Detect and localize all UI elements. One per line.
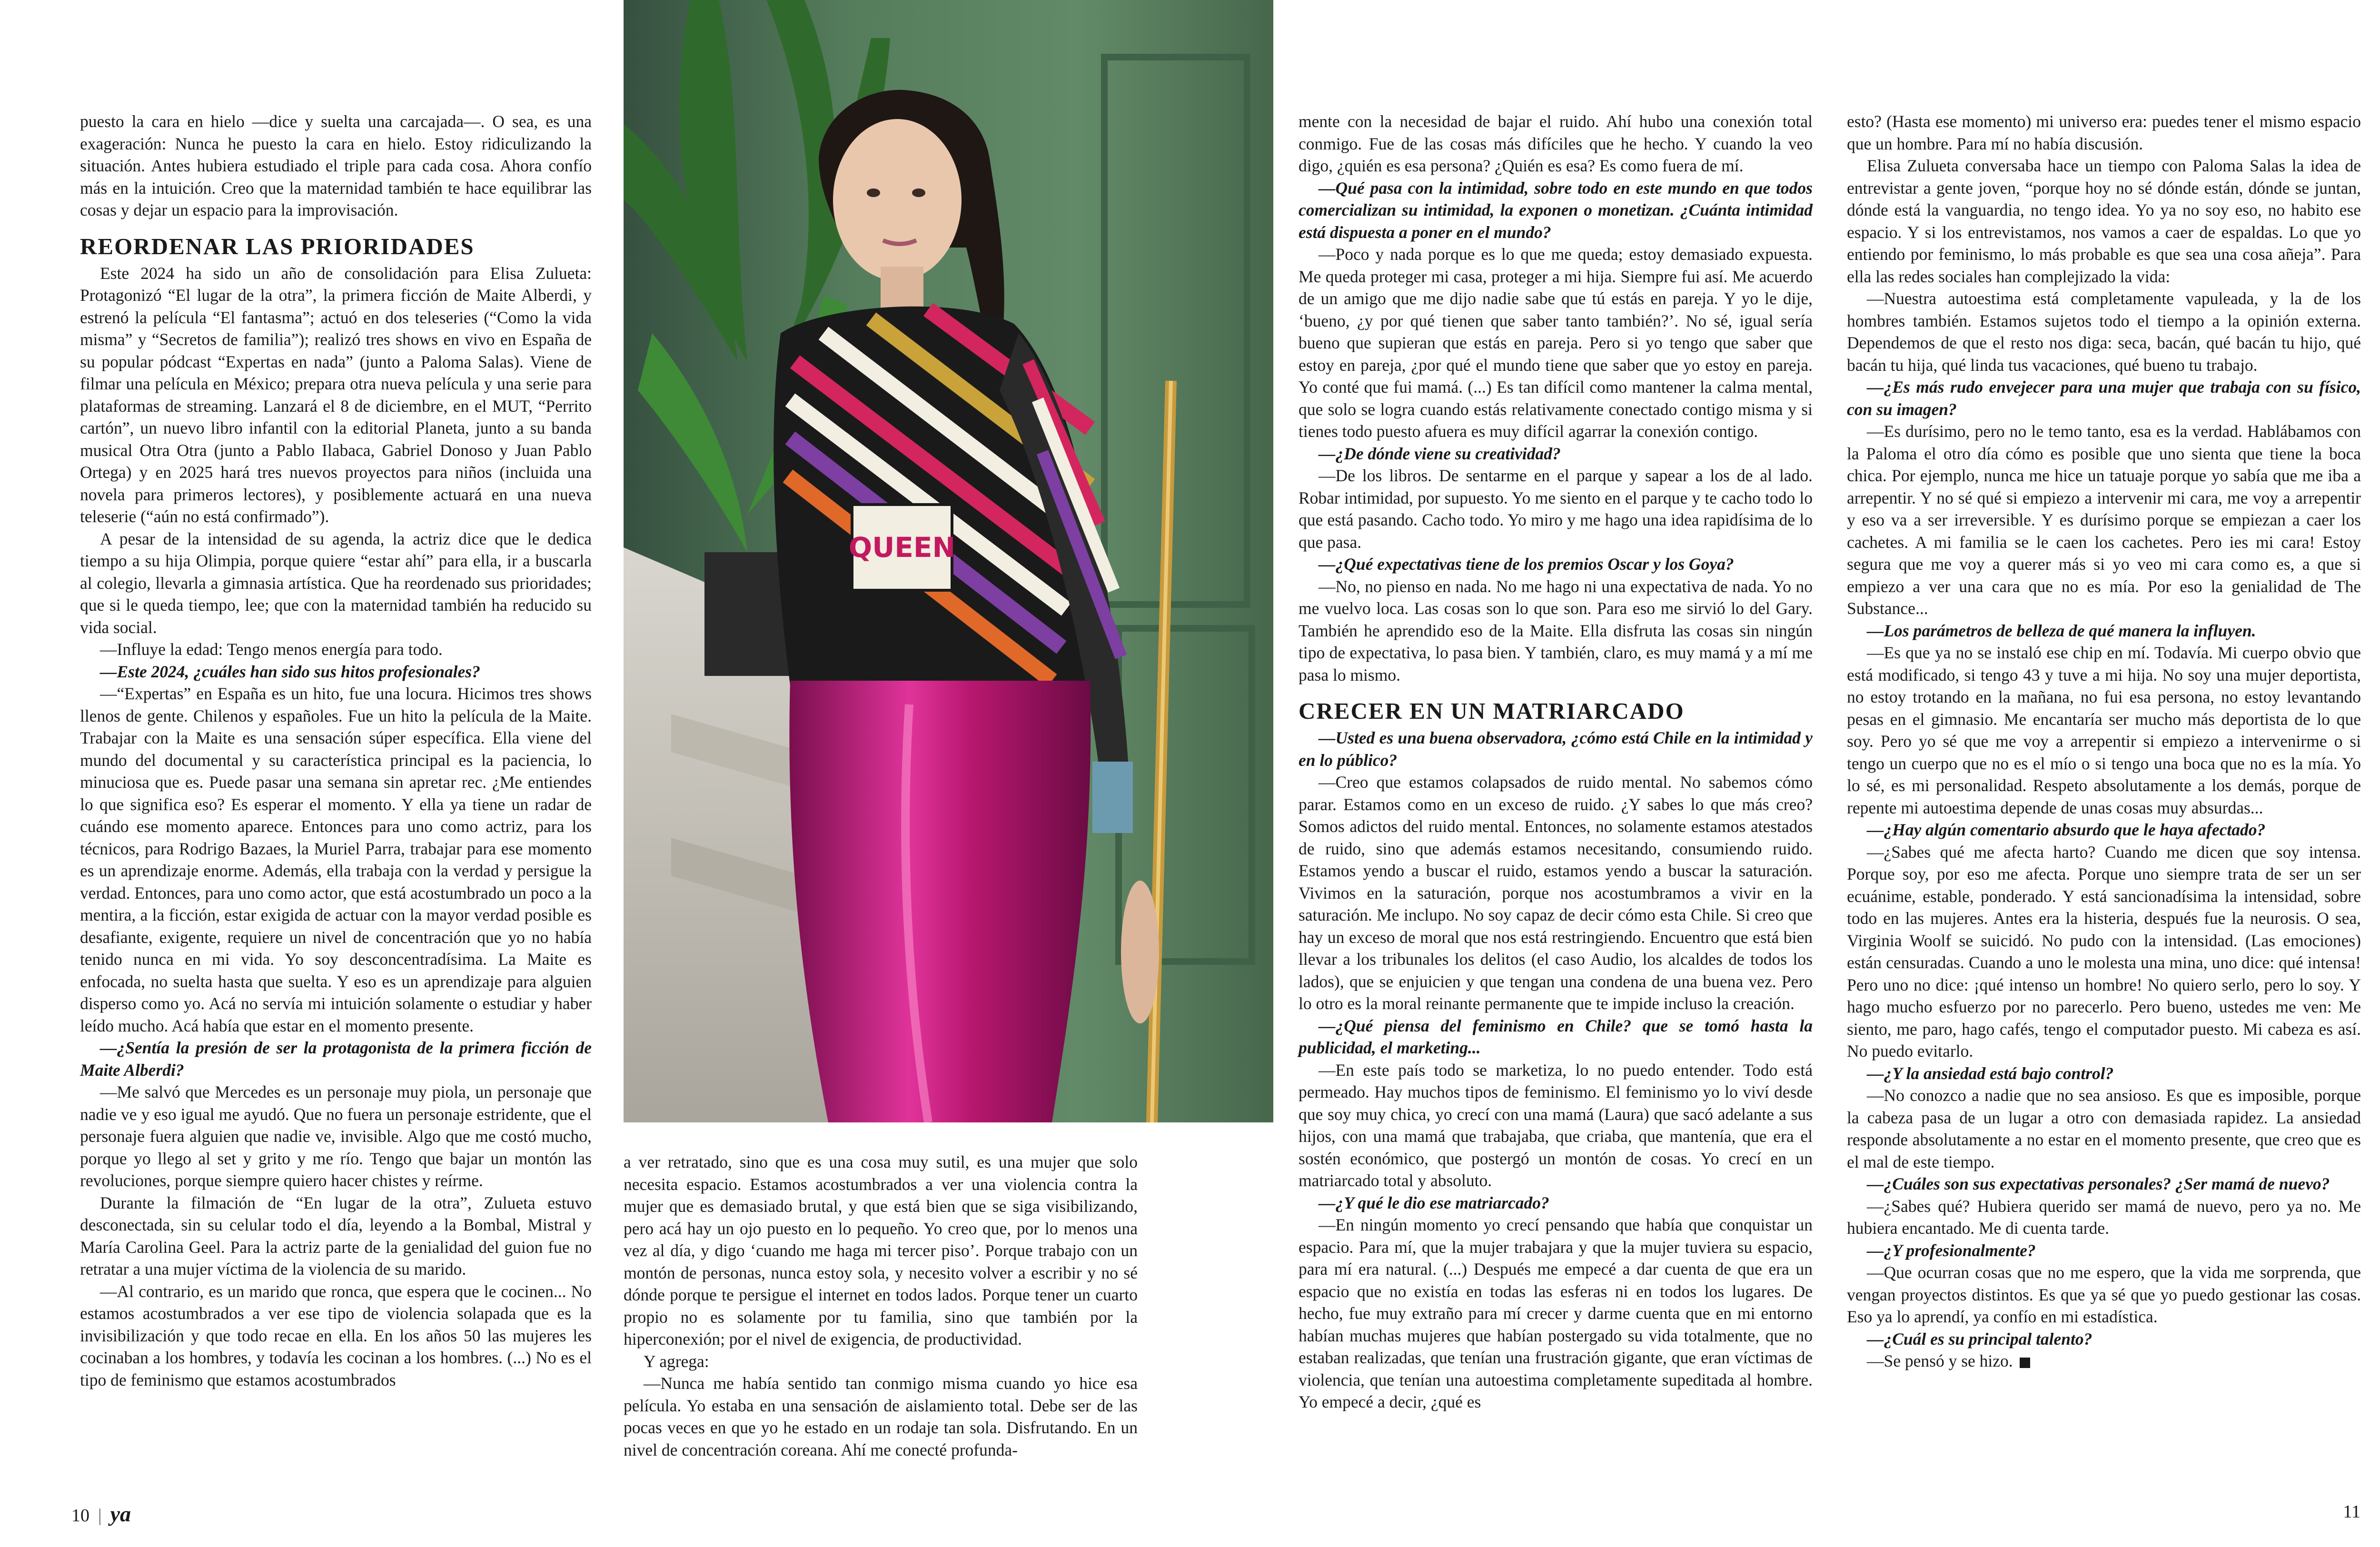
interview-question: —¿Cuál es su principal talento?: [1867, 1329, 2092, 1349]
paragraph: —Poco y nada porque es lo que me queda; estoy demasiado expuesta. Me queda proteger mi casa, proteger a mi hija. Siempre fui así. Me acuerdo de un amigo que me dijo nadie sabe que tú estás en pareja. Y yo le dije, ‘bueno, ¿y por qué tienen que saber tanto también?’. No sé, igual sería bueno que supieran que estás en pareja. Pero si yo tengo que saber que estoy en pareja, ¿por qué el mundo tiene que saber que yo estoy en pareja. Yo conté que fui mamá. (...) Es tan difícil como mantener la calma mental, que solo se logra cuando estás relativamente conectado contigo misma y si tienes todo puesto afuera es muy difícil agarrar la conexión contigo.: [1299, 245, 1813, 441]
section-heading: REORDENAR LAS PRIORIDADES: [80, 233, 475, 259]
paragraph: —Que ocurran cosas que no me espero, que la vida me sorprenda, que vengan proyectos distintos. Es que ya sé que yo puedo gestionar las cosas. Eso ya lo aprendí, ya confío en mi estadística.: [1847, 1263, 2361, 1326]
portrait-illustration: [624, 0, 1273, 1122]
paragraph: esto? (Hasta ese momento) mi universo era: puedes tener el mismo espacio que un hombre. Para mí no había discusión.: [1847, 112, 2361, 153]
magazine-logo: ya: [110, 1502, 131, 1526]
paragraph: —“Expertas” en España es un hito, fue una locura. Hicimos tres shows llenos de gente. Chilenos y españoles. Fue un hito la película de la Maite. Trabajar con la Maite es una sensación súper específica. Ella viene del mundo del documental y su característica principal es la paciencia, lo minuciosa que es. Puede pasar una semana sin apretar rec. ¿Me entiendes lo que significa eso? Es esperar el momento. Y ella ya tiene un radar de cuándo ese momento aparece. Entonces para uno como actriz, para los técnicos, para Rodrigo Bazaes, la Muriel Parra, trabajar para ese momento es un aprendizaje enorme. Además, ella trabaja con la verdad y persigue la verdad. Entonces, para uno como actor, que está acostumbrado un poco a la mentira, a la ficción, estar exigida de actuar con la mayor verdad posible es desafiante, exigente, requiere un nivel de concentración que yo no había tenido nunca en mi vida. Yo soy desconcentradísima. La Maite es enfocada, no suelta hasta que suelta. Y eso es un aprendizaje para alguien disperso como yo. Acá no servía mi intuición solamente o estudiar y haber leído mucho. Acá había que estar en el momento presente.: [80, 684, 592, 1035]
paragraph: —Creo que estamos colapsados de ruido mental. No sabemos cómo parar. Estamos como en un exceso de ruido. ¿Y sabes lo que más creo? Somos adictos del ruido mental. Entonces, no solamente estamos atestados de ruido, sino que además estamos necesitando, consumiendo ruido. Estamos yendo a buscar el ruido, estamos yendo a buscar la saturación. Vivimos en la saturación, porque nos acostumbramos a vivir en la saturación. Me inclupo. No soy capaz de decir cómo esta Chile. Si creo que hay un exceso de moral que nos está restringiendo. Encuentro que está bien llevar a los tribunales los delitos (el caso Audio, los alcaldes de todos los lados), que se enjuicien y que tengan una condena de una buena vez. Pero lo otro es la moral reinante permanente que te impide incluso la creación.: [1299, 773, 1813, 1013]
final-paragraph: [1847, 1350, 2361, 1372]
page-number: 11: [2343, 1502, 2360, 1522]
interview-question: —¿Y qué le dio ese matriarcado?: [1319, 1193, 1549, 1212]
final-answer: —Se pensó y se hizo.: [1867, 1351, 2013, 1370]
paragraph: —Es que ya no se instaló ese chip en mí. Todavía. Mi cuerpo obvio que está modificado, si tengo 43 y tuve a mi hija. No soy una mujer deportista, no estoy trotando en la mañana, no fui esa persona, no estoy levantando pesas en el gimnasio. Me encantaría ser mucho más deportista de lo que soy. Pero yo sé que me voy a arrepentir si empiezo a intervenirme o si tengo un cuerpo que no es el mío o si tengo una boca que no es la mía. Yo lo sé, es mi personalidad. Respeto absolutamente a los demás, porque de repente mi autoestima depende de unas cosas muy absurdas...: [1847, 643, 2361, 817]
paragraph: Este 2024 ha sido un año de consolidación para Elisa Zulueta: Protagonizó “El lugar de la otra”, la primera ficción de Maite Alberdi, y estrenó la película “El fantasma”; actuó en dos teleseries (“Como la vida misma” y “Secretos de familia”); realizó tres shows en vivo en España de su popular pódcast “Expertas en nada” (junto a Paloma Salas). Viene de filmar una película en México; prepara otra nueva película y una serie para plataformas de streaming. Lanzará el 8 de diciembre, en el MUT, “Perrito cartón”, un nuevo libro infantil con la editorial Planeta, junto a su banda musical Otra Otra (junto a Pablo Ilabaca, Gabriel Donoso y Juan Pablo Ortega) y en 2025 hará tres nuevos proyectos para niños (incluida una novela para primeros lectores), y posiblemente actuará en una nueva teleserie (“aún no está confirmado”).: [80, 263, 592, 526]
interview-question: —Este 2024, ¿cuáles han sido sus hitos profesionales?: [100, 662, 480, 681]
interview-question: —Usted es una buena observadora, ¿cómo está Chile en la intimidad y en lo público?: [1299, 728, 1813, 770]
paragraph: puesto la cara en hielo —dice y suelta una carcajada—. O sea, es una exageración: Nunca he puesto la cara en hielo. Estoy ridiculizando la situación. Antes hubiera estudiado el triple para cada cosa. Ahora confío más en la intuición. Creo que la maternidad también te hace equilibrar las cosas y dejar un espacio para la improvisación.: [80, 112, 592, 219]
page-folio-right: [2343, 1501, 2360, 1522]
paragraph: —Es durísimo, pero no le temo tanto, esa es la verdad. Hablábamos con la Paloma el otro día cómo es posible que uno sienta que tiene la boca chica. Por ejemplo, nunca me hice un tatuaje porque yo sabía que me iba a arrepentir. Y no sé qué si empiezo a intervenir mi cara, me voy a arrepentir y eso va a ser irreversible. Y es durísimo porque se empiezan a caer los cachetes. A mi familia se le caen los cachetes. Pero ies mi cara! Estoy segura que me voy a querer más si yo veo mi cara como es, a que si empiezo a ver una cara que no es mía. Por eso la genialidad de The Substance...: [1847, 422, 2361, 618]
paragraph: —Influye la edad: Tengo menos energía para todo.: [100, 640, 443, 659]
interview-question: —¿Y la ansiedad está bajo control?: [1867, 1063, 2114, 1083]
interview-question: —¿Y profesionalmente?: [1867, 1240, 2036, 1260]
article-column-4: [1847, 110, 2361, 1372]
paragraph: Elisa Zulueta conversaba hace un tiempo con Paloma Salas la idea de entrevistar a gente joven, “porque hoy no sé dónde están, dónde se juntan, dónde está la vanguardia, no tengo idea. Yo ya no soy eso, no habito ese espacio. Y si los entrevistamos, nos vamos a caer de espaldas. Lo que yo entiendo por feminismo, lo más probable es que sea una cosa añeja”. Para ella las redes sociales han complejizado la vida:: [1847, 156, 2361, 286]
paragraph: mente con la necesidad de bajar el ruido. Ahí hubo una conexión total conmigo. Fue de las cosas más difíciles que he hecho. Y cuando la veo digo, ¿quién es esa persona? ¿Quién es esa? Es como fuera de mí.: [1299, 112, 1813, 175]
interview-question: —Los parámetros de belleza de qué manera la influyen.: [1867, 621, 2256, 640]
interview-question: —¿Qué piensa del feminismo en Chile? que se tomó hasta la publicidad, el marketing...: [1299, 1016, 1813, 1057]
paragraph: —No conozco a nadie que no sea ansioso. Es que es imposible, porque la cabeza pasa de un lugar a otro con demasiada rapidez. La ansiedad responde absolutamente a no estar en el momento presente, que creo que es el mal de este tiempo.: [1847, 1086, 2361, 1171]
article-column-2: [624, 1151, 1138, 1461]
paragraph: a ver retratado, sino que es una cosa muy sutil, es una mujer que solo necesita espacio. Estamos acostumbrados a ver una violencia contra la mujer que es demasiado brutal, y que está bien que se siga visibilizando, pero acá hay un ojo puesto en lo pequeño. Yo creo que, por lo menos una vez al día, y digo ‘cuando me haga mi tercer piso’. Porque trabajo con un montón de personas, nunca estoy sola, y necesito volver a escribir y no sé dónde porque te persigue el internet en todos lados. Porque tener un cuarto propio no es solamente por tu familia, sino que también por la hiperconexión; por el nivel de exigencia, de productividad.: [624, 1152, 1138, 1349]
interview-question: —¿Cuáles son sus expectativas personales? ¿Ser mamá de nuevo?: [1867, 1174, 2330, 1193]
paragraph: —¿Sabes qué me afecta harto? Cuando me dicen que soy intensa. Porque soy, por eso me afecta. Porque uno siempre trata de ser un ser ecuánime, estable, ponderado. Y está sancionadísima la intensidad, sobre todo en las mujeres. Antes era la histeria, después fue la neurosis. O sea, Virginia Woolf se suicidó. No pudo con la intensidad. (Las emociones) están censuradas. Cuando a uno le molesta una mina, uno dice: qué intensa! Pero uno no dice: ¡qué intenso un hombre! No quiero serlo, pero lo soy. Y hago mucho esfuerzo por no parecerlo. Pero bueno, ustedes me ven: Me siento, me paro, hago cafés, tengo el computador puesto. Mi cabeza es así. No puedo evitarlo.: [1847, 842, 2361, 1061]
page-number: 10: [71, 1506, 89, 1526]
paragraph: —En ningún momento yo crecí pensando que había que conquistar un espacio. Para mí, que la mujer trabajara y que la mujer tuviera su espacio, para mí era natural. (...) Después me empecé a dar cuenta de que era un espacio que no existía en todas las esferas ni en todos los lugares. De hecho, fue muy extraño para mí crecer y darme cuenta que en mi entorno habían muchas mujeres que habían postergado su vida totalmente, que no estaban realizadas, que tenían una frustración gigante, que eran víctimas de violencia, que tenían una autoestima completamente supeditada al hombre. Yo empecé a decir, ¿qué es: [1299, 1215, 1813, 1411]
paragraph: —En este país todo se marketiza, lo no puedo entender. Todo está permeado. Hay muchos tipos de feminismo. El feminismo yo lo viví desde que soy muy chica, yo crecí con una mamá (Laura) que sacó adelante a sus hijos, con una mamá que trabajaba, que criaba, que mantenía, que era el sostén económico, que postergó un montón de cosas. Yo crecí en un matriarcado total y absoluto.: [1299, 1060, 1813, 1190]
article-column-3: [1299, 110, 1813, 1413]
interview-question: —Qué pasa con la intimidad, sobre todo en este mundo en que todos comercializan su intimidad, la exponen o monetizan. ¿Cuánta intimidad está dispuesta a poner en el mundo?: [1299, 178, 1813, 242]
article-column-1: [80, 110, 592, 1391]
shirt-print-text: QUEEN: [848, 531, 956, 564]
paragraph: —Al contrario, es un marido que ronca, que espera que le cocinen... No estamos acostumbrados a ver ese tipo de violencia solapada que es la invisibilización y que todo recae en ella. En los años 50 las mujeres les cocinaban a los hombres, y todavía les cocinan a los hombres. (...) No es el tipo de feminismo que estamos acostumbrados: [80, 1281, 592, 1389]
interview-question: —¿Es más rudo envejecer para una mujer que trabaja con su físico, con su imagen?: [1847, 377, 2361, 419]
paragraph: A pesar de la intensidad de su agenda, la actriz dice que le dedica tiempo a su hija Olimpia, porque quiere “estar ahí” para ella, ir a buscarla al colegio, llevarla a gimnasia artística. Que ha reordenado sus prioridades; que si le queda tiempo, lee; que con la maternidad también ha reducido su vida social.: [80, 529, 592, 637]
paragraph: Durante la filmación de “En lugar de la otra”, Zulueta estuvo desconectada, sin su celular todo el día, leyendo a la Bombal, Mistral y María Carolina Geel. Para la actriz parte de la genialidad del guion fue no retratar a una mujer víctima de la violencia de su marido.: [80, 1193, 592, 1279]
interview-question: —¿Hay algún comentario absurdo que le haya afectado?: [1867, 820, 2266, 839]
paragraph: —De los libros. De sentarme en el parque y sapear a los de al lado. Robar intimidad, por supuesto. Yo me siento en el parque y te cacho todo lo que está pasando. Cacho todo. Yo miro y me hago una idea rapidísima de lo que pasa.: [1299, 466, 1813, 552]
paragraph: —Nunca me había sentido tan conmigo misma cuando yo hice esa película. Yo estaba en una sensación de aislamiento total. Debe ser de las pocas veces en que yo he estado en un rodaje tan sola. Disfrutando. En un nivel de concentración coreana. Ahí me conecté profunda-: [624, 1374, 1138, 1459]
paragraph: —Nuestra autoestima está completamente vapuleada, y la de los hombres también. Estamos sujetos todo el tiempo a la opinión externa. Dependemos de que el resto nos diga: seca, bacán, qué bacán tu hijo, qué bacán tu hija, qué linda tus vacaciones, qué bueno tu trabajo.: [1847, 289, 2361, 375]
cover-photo: [624, 0, 1273, 1122]
interview-question: —¿De dónde viene su creatividad?: [1319, 444, 1561, 463]
paragraph: Y agrega:: [644, 1351, 709, 1371]
page-folio-left: [71, 1501, 131, 1527]
end-mark-icon: [2020, 1358, 2030, 1368]
interview-question: —¿Qué expectativas tiene de los premios Oscar y los Goya?: [1319, 555, 1734, 574]
section-heading: CRECER EN UN MATRIARCADO: [1299, 698, 1685, 724]
paragraph: —Me salvó que Mercedes es un personaje muy piola, un personaje que nadie ve y eso igual me ayudó. Que no fuera un personaje estridente, que el personaje fuera alguien que nadie ve, invisible. Algo que me costó mucho, porque yo llego al set y grito y me río. Tengo que bajar un montón las revoluciones, porque siempre quiero hacer chistes y reírme.: [80, 1082, 592, 1190]
folio-separator: |: [98, 1506, 102, 1526]
paragraph: —No, no pienso en nada. No me hago ni una expectativa de nada. Yo no me vuelvo loca. Las cosas son lo que son. Para eso me sirvió lo del Gary. También he aprendido eso de la Maite. Ella disfruta las cosas sin ningún tipo de expectativa, lo pasa bien. Y también, claro, es muy mamá y a mí me pasa lo mismo.: [1299, 576, 1813, 684]
paragraph: —¿Sabes qué? Hubiera querido ser mamá de nuevo, pero ya no. Me hubiera encantado. Me di cuenta tarde.: [1847, 1196, 2361, 1238]
interview-question: —¿Sentía la presión de ser la protagonista de la primera ficción de Maite Alberdi?: [80, 1038, 592, 1080]
